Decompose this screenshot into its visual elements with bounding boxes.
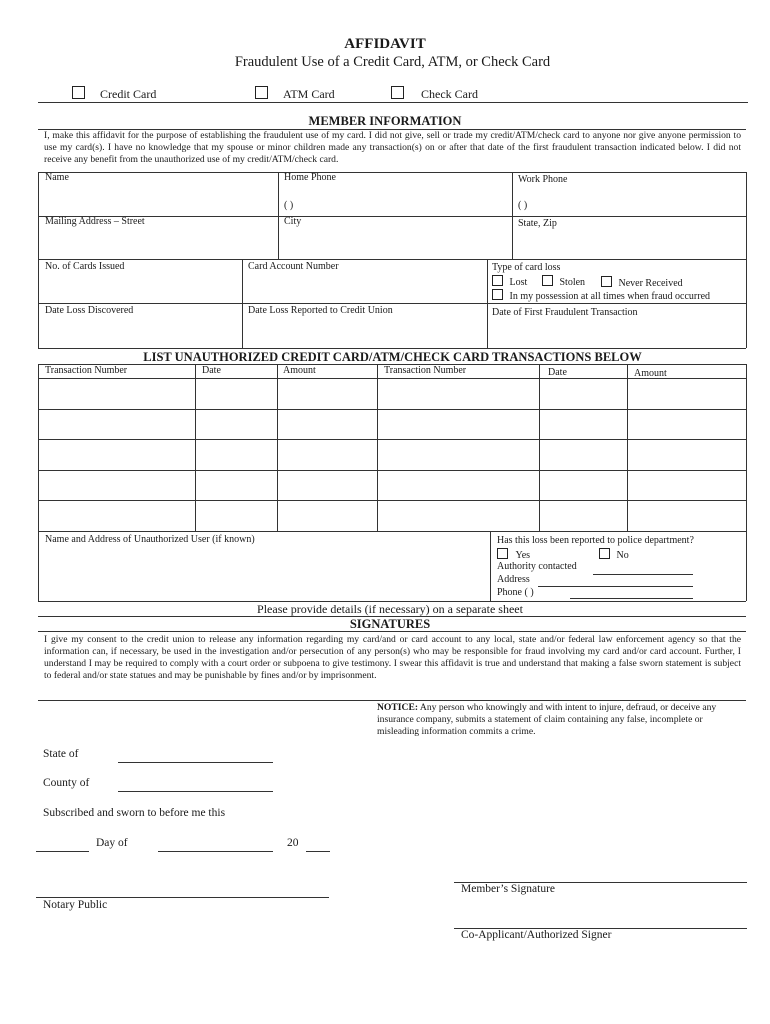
day-of-label: Day of <box>96 837 128 849</box>
transactions-heading: LIST UNAUTHORIZED CREDIT CARD/ATM/CHECK CARD TRANSACTIONS BELOW <box>143 350 642 364</box>
never-received-checkbox[interactable] <box>601 276 612 287</box>
police-yes-option[interactable] <box>497 548 530 561</box>
home-phone-label: Home Phone <box>284 172 336 183</box>
stolen-checkbox[interactable] <box>542 275 553 286</box>
grid-divider <box>487 259 488 348</box>
transactions-rule <box>38 470 746 471</box>
date-loss-reported-label: Date Loss Reported to Credit Union <box>248 305 393 316</box>
column-amount: Amount <box>283 365 316 376</box>
form-subtitle: Fraudulent Use of a Credit Card, ATM, or Check Card <box>234 54 551 70</box>
date-first-fraud-label: Date of First Fraudulent Transaction <box>492 307 638 318</box>
column-transaction-number-2: Transaction Number <box>384 365 467 376</box>
check-card-checkbox[interactable] <box>391 86 404 99</box>
police-address-label: Address <box>497 574 530 585</box>
notice-block <box>377 702 733 738</box>
grid-rule <box>38 172 746 173</box>
subscribed-label: Subscribed and sworn to before me this <box>43 807 226 819</box>
signatures-heading: SIGNATURES <box>349 617 431 631</box>
column-amount-2: Amount <box>634 368 667 379</box>
grid-rule <box>38 348 746 349</box>
police-yes-checkbox[interactable] <box>497 548 508 559</box>
home-phone-parens[interactable]: ( ) <box>284 200 294 211</box>
stolen-label: Stolen <box>559 277 586 288</box>
year-prefix: 20 <box>287 837 299 849</box>
transactions-divider <box>195 364 196 531</box>
police-no-checkbox[interactable] <box>599 548 610 559</box>
name-label: Name <box>45 172 69 183</box>
mailing-address-field[interactable] <box>44 230 274 256</box>
in-possession-label: In my possession at all times when fraud occurred <box>509 291 711 302</box>
grid-divider <box>512 172 513 259</box>
authority-label: Authority contacted <box>497 561 577 572</box>
consent-rule <box>38 700 746 701</box>
card-account-number-label: Card Account Number <box>248 261 339 272</box>
credit-card-label: Credit Card <box>100 87 157 101</box>
transactions-border <box>746 364 747 531</box>
grid-divider <box>278 172 279 259</box>
work-phone-parens[interactable]: ( ) <box>518 200 528 211</box>
in-possession-option[interactable] <box>492 289 710 302</box>
type-of-loss-label: Type of card loss <box>492 262 561 273</box>
state-zip-label: State, Zip <box>518 218 557 229</box>
state-of-label: State of <box>43 748 79 760</box>
atm-card-label: ATM Card <box>283 87 335 101</box>
column-transaction-number: Transaction Number <box>45 365 128 376</box>
notice-label: NOTICE: <box>377 702 419 713</box>
transactions-rule <box>38 500 746 501</box>
work-phone-label: Work Phone <box>518 174 568 185</box>
column-date-2: Date <box>548 367 567 378</box>
never-received-option[interactable] <box>601 276 683 289</box>
cards-issued-label: No. of Cards Issued <box>45 261 125 272</box>
details-note: Please provide details (if necessary) on a separate sheet <box>257 602 523 616</box>
in-possession-checkbox[interactable] <box>492 289 503 300</box>
transactions-rule <box>38 439 746 440</box>
day-line[interactable] <box>36 851 89 852</box>
transactions-rule <box>38 531 746 532</box>
transactions-divider <box>627 364 628 531</box>
year-line[interactable] <box>306 851 330 852</box>
police-no-option[interactable] <box>599 548 629 561</box>
stolen-option[interactable] <box>542 275 585 288</box>
check-card-label: Check Card <box>421 87 478 101</box>
grid-border <box>38 172 39 348</box>
atm-card-option[interactable] <box>255 86 335 102</box>
lost-label: Lost <box>509 277 528 288</box>
grid-divider <box>242 259 243 348</box>
name-field[interactable] <box>44 186 274 214</box>
transactions-divider <box>377 364 378 531</box>
member-info-heading: MEMBER INFORMATION <box>308 114 462 128</box>
never-received-label: Never Received <box>618 278 683 289</box>
notary-public-label: Notary Public <box>43 899 108 911</box>
police-phone-line[interactable] <box>570 598 693 599</box>
credit-card-option[interactable] <box>72 86 156 102</box>
transactions-divider <box>539 364 540 531</box>
lost-option[interactable] <box>492 275 527 288</box>
transactions-rule <box>38 409 746 410</box>
transactions-divider <box>277 364 278 531</box>
column-date: Date <box>202 365 221 376</box>
police-border <box>746 531 747 601</box>
authority-line[interactable] <box>593 574 693 575</box>
co-applicant-label: Co-Applicant/Authorized Signer <box>461 929 612 941</box>
grid-border <box>746 172 747 348</box>
state-of-line[interactable] <box>118 762 273 763</box>
grid-rule <box>38 259 746 260</box>
city-label: City <box>284 216 302 227</box>
transactions-border <box>38 364 39 531</box>
police-divider <box>490 531 491 601</box>
county-of-label: County of <box>43 777 90 789</box>
police-no-label: No <box>616 550 629 561</box>
police-address-line[interactable] <box>538 586 693 587</box>
member-signature-label: Member’s Signature <box>461 883 556 895</box>
card-type-rule <box>38 102 748 103</box>
month-line[interactable] <box>158 851 273 852</box>
police-question: Has this loss been reported to police department? <box>497 535 694 546</box>
grid-rule <box>38 303 746 304</box>
member-statement: I, make this affidavit for the purpose of establishing the fraudulent use of my card. I did not give, sell or trade my credit/ATM/check card to anyone nor give anyone permission to use my card(s). I have no knowledge that my spouse or minor children made any transaction(s) on or after that date of the first fraudulent transaction indicated below. I did not receive any benefit from the unauthorized use of my credit/ATM/check card. <box>44 130 741 165</box>
notary-signature-line[interactable] <box>36 897 329 898</box>
police-yes-label: Yes <box>515 550 531 561</box>
form-title: AFFIDAVIT <box>344 36 426 52</box>
check-card-option[interactable] <box>391 86 478 102</box>
county-of-line[interactable] <box>118 791 273 792</box>
atm-card-checkbox[interactable] <box>255 86 268 99</box>
unauthorized-user-label: Name and Address of Unauthorized User (if known) <box>45 534 255 545</box>
date-loss-discovered-label: Date Loss Discovered <box>45 305 134 316</box>
lost-checkbox[interactable] <box>492 275 503 286</box>
police-border <box>38 531 39 601</box>
credit-card-checkbox[interactable] <box>72 86 85 99</box>
signatures-rule <box>38 631 746 632</box>
police-phone-label: Phone ( ) <box>497 587 534 598</box>
notice-text: Any person who knowingly and with intent to injure, defraud, or deceive any insurance company, submits a statement of claim containing any false, incomplete or misleading information commits a crime. <box>377 702 717 737</box>
mailing-address-label: Mailing Address – Street <box>45 216 145 227</box>
consent-statement: I give my consent to the credit union to release any information regarding my card/and or card account to any local, state and/or federal law enforcement agency so that the information can, if necessary, be used in the investigation and/or persecution of any person(s) who may be responsible for fraud involving my card and/or card account. Further, I understand I may be required to comply with a court order or subpoena to give testimony. I swear this affidavit is true and understand that making a false sworn statement is subject to federal and/or state statues and may be punishable by fines and/or by imprisonment. <box>44 634 741 681</box>
